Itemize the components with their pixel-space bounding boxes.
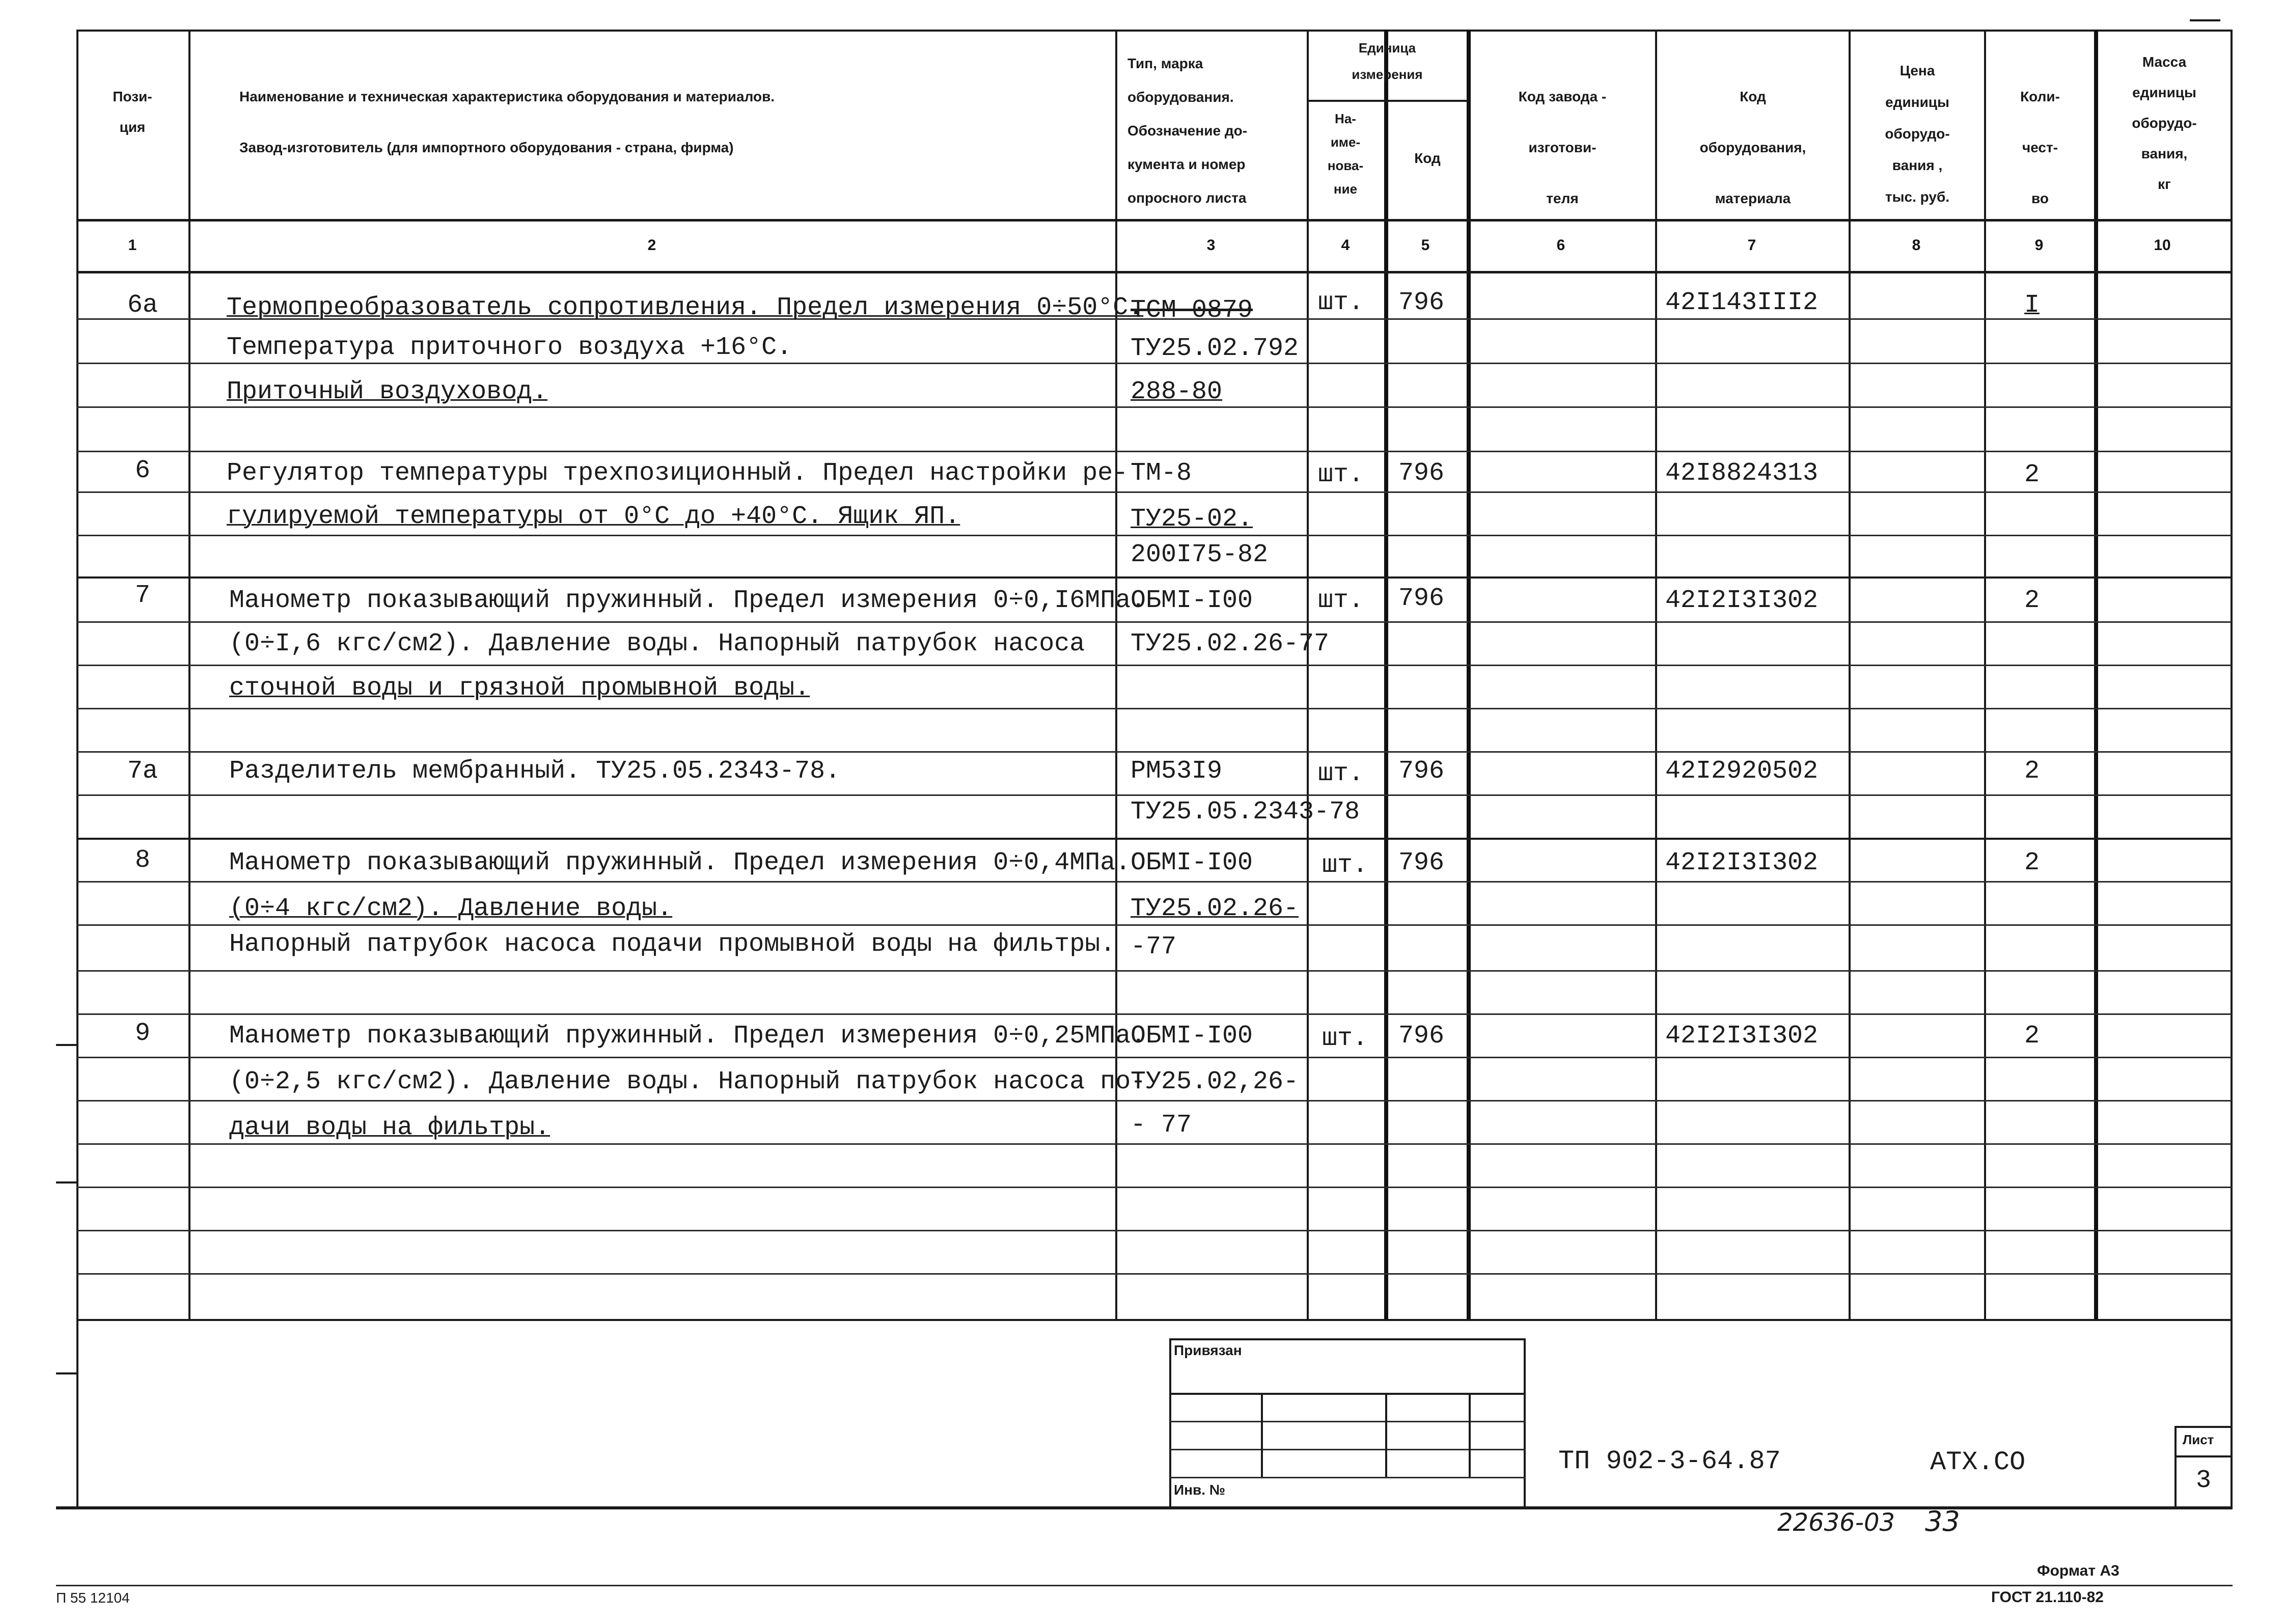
row-9-text-line: дачи воды на фильтры.: [229, 1113, 550, 1142]
row-line: [76, 1013, 2232, 1015]
left-tick-1: [56, 1044, 77, 1046]
format-label: Формат А3: [2037, 1562, 2119, 1579]
row-8-unit: шт.: [1322, 851, 1368, 880]
row-8-text-line: Напорный патрубок насоса подачи промывной воды на фильтры.: [229, 930, 1116, 959]
row-7a-position: 7а: [127, 757, 158, 786]
footer-line: [56, 1585, 2233, 1586]
header-unit-group: Единица измерения: [1352, 40, 1423, 82]
row-line: [76, 924, 2232, 926]
footer-gost: ГОСТ 21.110-82: [1991, 1589, 2104, 1606]
colnum-9: 9: [2034, 237, 2044, 254]
row-6a-type: ТУ25.02.792: [1131, 334, 1299, 363]
header-factory-code: Код завода - изготови- теля: [1518, 89, 1607, 206]
colnum-3: 3: [1206, 237, 1216, 254]
row-line: [76, 838, 2232, 840]
colnum-10: 10: [2154, 237, 2171, 254]
colnum-7: 7: [1747, 237, 1756, 254]
stamp-inv-label: Инв. №: [1174, 1482, 1226, 1498]
header-name: Наименование и техническая характеристика оборудования и материалов. Завод-изготовитель (для импортного оборудования - страна, фирма): [239, 89, 775, 155]
row-6-type: ТМ-8: [1131, 459, 1192, 488]
row-7-type: ОБМI-I00: [1131, 586, 1253, 615]
row-line: [76, 1057, 2232, 1058]
row-line: [76, 1187, 2232, 1188]
row-line: [76, 451, 2232, 452]
colnum-1: 1: [128, 237, 137, 254]
row-6-type: 200I75-82: [1131, 540, 1269, 569]
header-unit-code: Код: [1414, 150, 1441, 166]
handwritten-code: 22636-03: [1777, 1508, 1895, 1537]
colnum-5: 5: [1421, 237, 1430, 254]
row-8-quantity: 2: [2024, 848, 2040, 877]
stamp-vline: [1385, 1393, 1387, 1477]
stamp-vline: [1261, 1393, 1263, 1477]
row-8-type: -77: [1131, 932, 1177, 961]
row-line: [76, 576, 2232, 579]
row-6a-unit: шт.: [1318, 288, 1364, 317]
row-line: [76, 621, 2232, 623]
row-6-type: ТУ25-02.: [1131, 505, 1253, 534]
row-8-type: ТУ25.02.26-: [1131, 894, 1299, 923]
sheet-box-divider: [2174, 1455, 2232, 1457]
stamp-line: [1169, 1449, 1526, 1450]
row-6a-text-line: Приточный воздуховод.: [227, 377, 548, 406]
frame-top: [76, 30, 2232, 32]
row-7a-quantity: 2: [2024, 757, 2040, 786]
col-line-2: [1115, 30, 1117, 1319]
col-line-3: [1307, 30, 1309, 1319]
stamp-line: [1169, 1421, 1526, 1422]
header-quantity: Коли- чест- во: [2020, 89, 2060, 206]
colnum-6: 6: [1556, 237, 1565, 254]
left-tick-2: [56, 1181, 77, 1183]
row-7a-type: ТУ25.05.2343-78: [1131, 797, 1360, 827]
row-7-text-line: Манометр показывающий пружинный. Предел измерения 0÷0,I6МПа.: [229, 586, 1146, 615]
row-8-position: 8: [134, 846, 150, 875]
row-7-unit-code: 796: [1398, 584, 1445, 613]
row-6-equipment-code: 42I8824313: [1665, 459, 1819, 488]
stamp-linked-label: Привязан: [1174, 1342, 1242, 1358]
colnum-2: 2: [647, 237, 656, 254]
row-line: [76, 491, 2232, 493]
row-line: [76, 881, 2232, 883]
top-right-mark: [2190, 19, 2220, 21]
row-9-unit: шт.: [1322, 1024, 1368, 1053]
row-line: [76, 665, 2232, 666]
row-line: [76, 794, 2232, 796]
row-6a-position: 6а: [127, 291, 158, 320]
row-line: [76, 970, 2232, 972]
row-6a-text-line: Термопреобразователь сопротивления. Предел измерения 0÷50°С.: [227, 293, 1144, 322]
row-6-position: 6: [134, 456, 150, 485]
row-6a-unit-code: 796: [1398, 288, 1445, 317]
row-8-equipment-code: 42I2I3I302: [1665, 848, 1819, 877]
row-9-unit-code: 796: [1398, 1022, 1445, 1051]
row-7a-equipment-code: 42I2920502: [1665, 757, 1819, 786]
row-6a-type: 288-80: [1131, 377, 1223, 406]
stamp-line: [1169, 1477, 1526, 1478]
row-6a-equipment-code: 42I143III2: [1665, 288, 1819, 317]
header-type: Тип, марка оборудования. Обозначение до- кумента и номер опросного листа: [1127, 56, 1248, 206]
row-9-type: ОБМI-I00: [1131, 1022, 1253, 1051]
row-8-type: ОБМI-I00: [1131, 848, 1253, 877]
row-line: [76, 708, 2232, 709]
row-7-quantity: 2: [2024, 586, 2040, 615]
row-6-quantity: 2: [2024, 460, 2040, 489]
header-mass: Масса единицы оборудо- вания, кг: [2132, 54, 2197, 192]
stamp-line: [1169, 1393, 1526, 1395]
row-7-position: 7: [134, 581, 150, 610]
col-line-4: [1384, 30, 1388, 1319]
left-tick-3: [56, 1372, 77, 1374]
row-7-text-line: сточной воды и грязной промывной воды.: [229, 674, 810, 703]
footer-left-code: П 55 12104: [56, 1590, 130, 1606]
row-6a-type: ТСМ-0879: [1131, 296, 1253, 325]
stamp-linked-box: [1169, 1338, 1526, 1506]
row-line: [76, 535, 2232, 536]
row-7-text-line: (0÷I,6 кгс/см2). Давление воды. Напорный патрубок насоса: [229, 629, 1085, 658]
row-8-text-line: Манометр показывающий пружинный. Предел измерения 0÷0,4МПа.: [229, 848, 1131, 877]
row-8-text-line: (0÷4 кгс/см2). Давление воды.: [229, 894, 673, 923]
row-9-position: 9: [134, 1019, 150, 1048]
sheet-label: Лист: [2183, 1432, 2214, 1447]
row-line: [76, 1230, 2232, 1231]
header-equipment-code: Код оборудования, материала: [1699, 89, 1806, 206]
unit-subheader-line: [1307, 100, 1468, 102]
row-7-type: ТУ25.02.26-77: [1131, 629, 1330, 658]
header-bottom-line: [76, 219, 2232, 222]
col-line-7: [1849, 30, 1851, 1319]
row-7a-type: РМ53I9: [1131, 757, 1223, 786]
row-8-unit-code: 796: [1398, 848, 1445, 877]
col-line-1: [188, 30, 190, 1319]
row-9-text-line: Манометр показывающий пружинный. Предел измерения 0÷0,25МПа.: [229, 1022, 1146, 1051]
row-9-text-line: (0÷2,5 кгс/см2). Давление воды. Напорный патрубок насоса по-: [229, 1067, 1146, 1096]
header-unit-name: На- име- нова- ние: [1327, 111, 1364, 197]
row-6a-text-line: Температура приточного воздуха +16°С.: [227, 333, 792, 362]
frame-right: [2231, 30, 2233, 1507]
sheet-number: 3: [2195, 1466, 2211, 1495]
doc-code: АТХ.СО: [1930, 1447, 2026, 1477]
table-end-line: [76, 1319, 2232, 1321]
stamp-vline: [1469, 1393, 1471, 1477]
row-7a-unit-code: 796: [1398, 757, 1445, 786]
col-line-9: [2094, 30, 2098, 1319]
row-6-text-line: гулируемой температуры от 0°С до +40°С. Ящик ЯП.: [227, 502, 960, 531]
doc-number: ТП 902-3-64.87: [1558, 1446, 1781, 1476]
row-9-type: ТУ25.02,26-: [1131, 1067, 1299, 1096]
row-7a-text-line: Разделитель мембранный. ТУ25.05.2343-78.: [229, 757, 841, 786]
colnum-4: 4: [1341, 237, 1350, 254]
row-6-unit-code: 796: [1398, 459, 1445, 488]
row-line: [76, 751, 2232, 753]
row-9-equipment-code: 42I2I3I302: [1665, 1022, 1819, 1051]
row-line: [76, 1273, 2232, 1275]
row-7-equipment-code: 42I2I3I302: [1665, 586, 1819, 615]
row-9-type: - 77: [1131, 1111, 1192, 1140]
colnum-8: 8: [1912, 237, 1921, 254]
handwritten-number: 33: [1925, 1505, 1960, 1537]
row-line: [76, 1143, 2232, 1145]
frame-bottom: [56, 1506, 2233, 1509]
row-9-quantity: 2: [2024, 1022, 2040, 1051]
row-line: [76, 1100, 2232, 1102]
colnum-bottom-line: [76, 271, 2232, 273]
row-7-unit: шт.: [1318, 586, 1364, 615]
header-price: Цена единицы оборудо- вания , тыс. руб.: [1885, 63, 1950, 205]
row-6a-quantity: I: [2024, 291, 2040, 320]
row-7a-unit: шт.: [1318, 759, 1364, 788]
header-position: Пози- ция: [113, 89, 152, 135]
row-6-unit: шт.: [1318, 460, 1364, 489]
row-6-text-line: Регулятор температуры трехпозиционный. Предел настройки ре-: [227, 459, 1128, 488]
